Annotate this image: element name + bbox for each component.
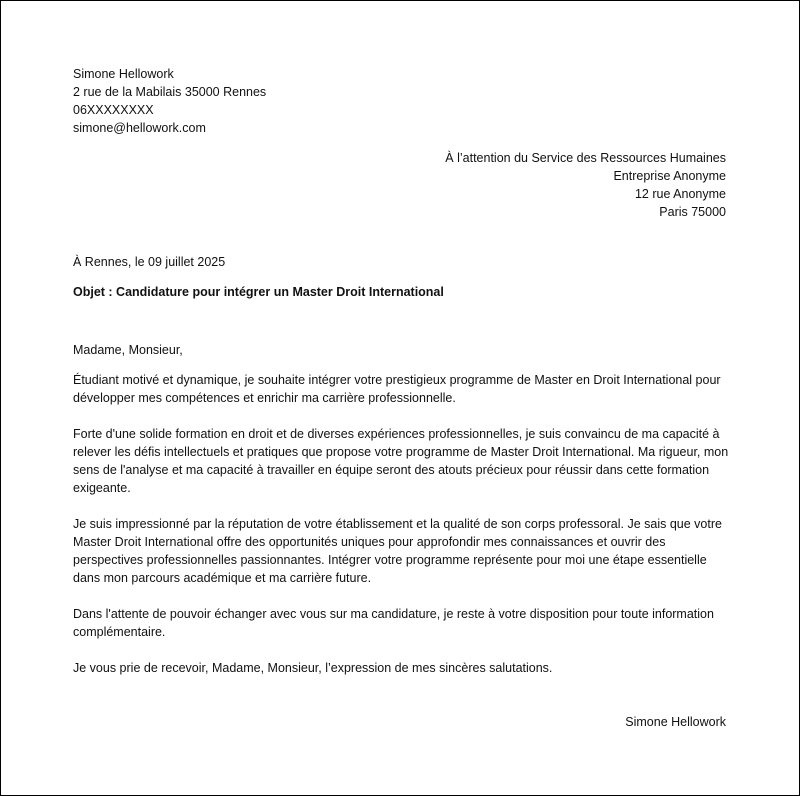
closing-paragraph: Je vous prie de recevoir, Madame, Monsieur, l’expression de mes sincères salutations.	[73, 661, 553, 675]
sender-name: Simone Hellowork	[73, 67, 174, 81]
signature: Simone Hellowork	[625, 715, 726, 729]
recipient-city: Paris 75000	[659, 205, 726, 219]
salutation: Madame, Monsieur,	[73, 343, 183, 357]
recipient-company: Entreprise Anonyme	[613, 169, 726, 183]
recipient-attention: À l’attention du Service des Ressources Humaines	[445, 151, 726, 165]
place-date: À Rennes, le 09 juillet 2025	[73, 255, 226, 269]
recipient-street: 12 rue Anonyme	[634, 187, 726, 201]
body-paragraph: Dans l'attente de pouvoir échanger avec vous sur ma candidature, je reste à votre disposition pour toute information complémentaire.	[73, 607, 714, 639]
subject-line: Objet : Candidature pour intégrer un Master Droit International	[73, 285, 444, 299]
sender-email: simone@hellowork.com	[73, 121, 206, 135]
sender-address: 2 rue de la Mabilais 35000 Rennes	[73, 85, 267, 99]
body-paragraph: Je suis impressionné par la réputation de votre établissement et la qualité de son corps professoral. Je sais que votre Master Droit International offre des opportunités uniques pour approfondir mes connaissances et ouvrir des perspectives professionnelles passionnantes. Intégrer votre programme représente pour moi une étape essentielle dans mon parcours académique et ma carrière future.	[73, 517, 722, 585]
sender-phone: 06XXXXXXXX	[73, 103, 154, 117]
body-paragraph: Étudiant motivé et dynamique, je souhaite intégrer votre prestigieux programme de Master en Droit International pour développer mes compétences et enrichir ma carrière professionnelle.	[73, 373, 721, 405]
body-paragraph: Forte d'une solide formation en droit et de diverses expériences professionnelles, je suis convaincu de ma capacité à relever les défis intellectuels et pratiques que propose votre programme de Master Droit International. Ma rigueur, mon sens de l'analyse et ma capacité à travailler en équipe seront des atouts précieux pour réussir dans cette formation exigeante.	[73, 427, 729, 495]
